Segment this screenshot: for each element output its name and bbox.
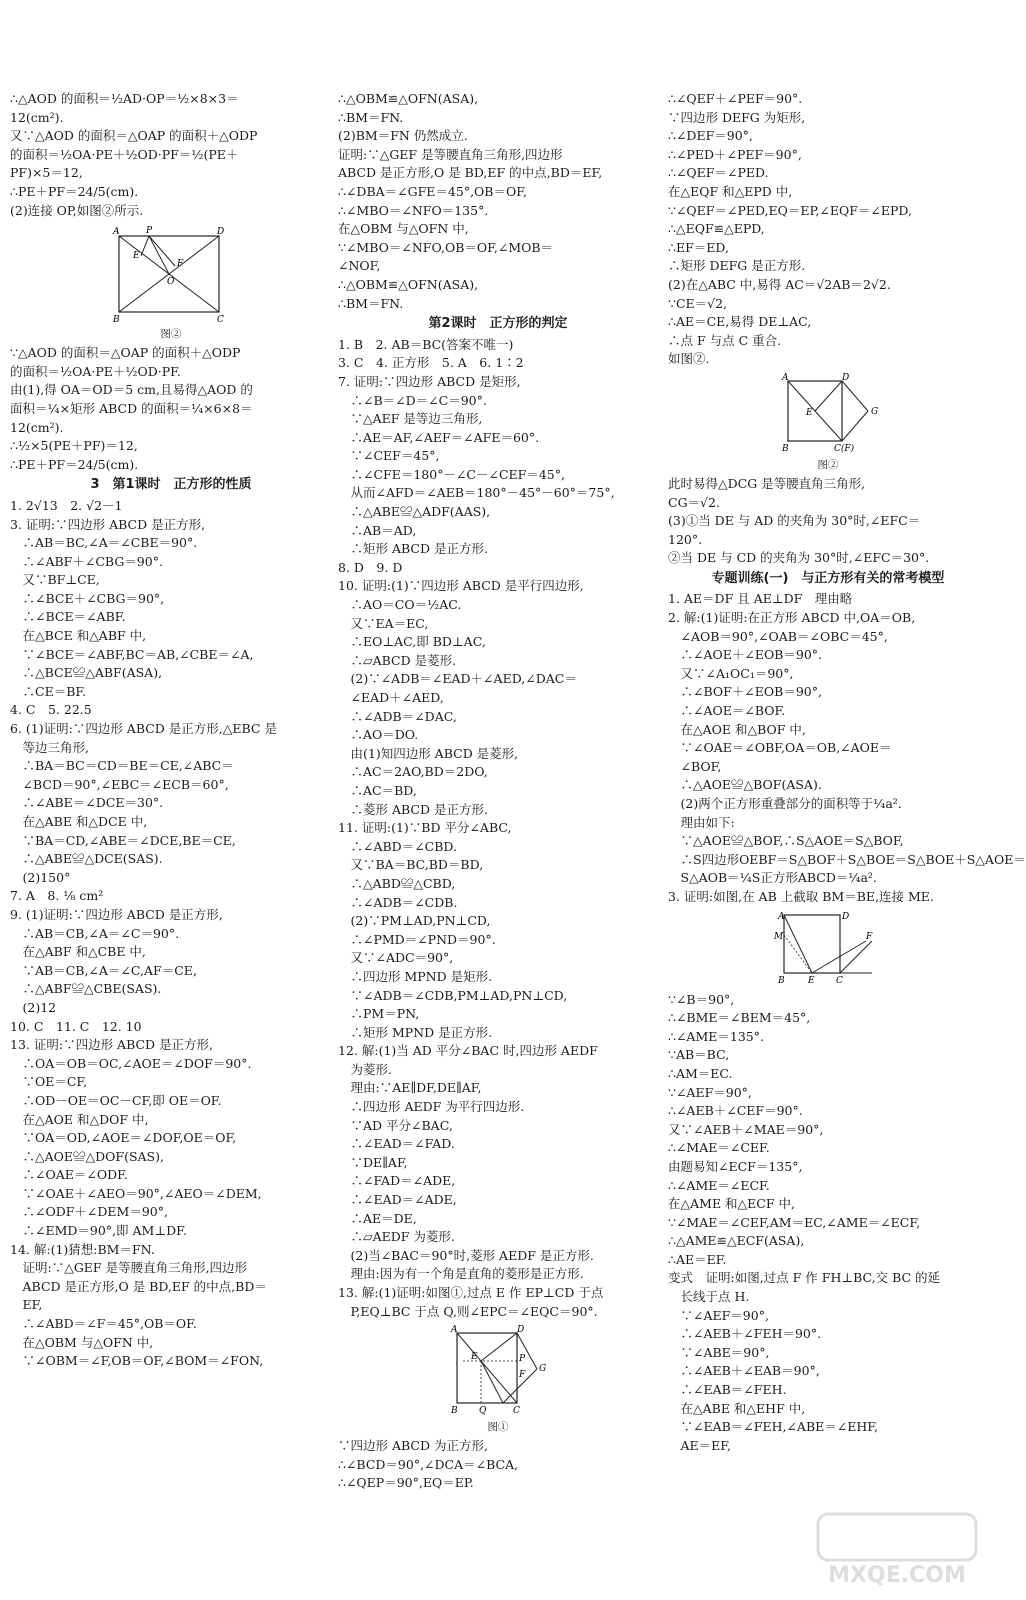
answer-line: ∴BM＝FN. — [338, 295, 404, 311]
answer-line: 理由:∵AE∥DF,DE∥AF, — [338, 1080, 482, 1096]
answer-line: ∴CE＝BF. — [10, 683, 87, 699]
answer-line: ∴矩形 MPND 是正方形. — [338, 1024, 493, 1040]
answer-line: 由题易知∠ECF＝135°, — [668, 1158, 803, 1174]
answer-line: (2)∵∠ADB＝∠EAD＋∠AED,∠DAC＝ — [338, 671, 577, 687]
answer-line: 在△AOE 和△DOF 中, — [10, 1111, 149, 1127]
text-block — [338, 90, 658, 313]
answer-line: 变式 证明:如图,过点 F 作 FH⊥BC,交 BC 的延 — [668, 1270, 941, 1286]
answer-line: ABCD 是正方形,O 是 BD,EF 的中点,BD＝ — [10, 1278, 267, 1294]
answer-line: P,EQ⊥BC 于点 Q,则∠EPC＝∠EQC＝90°. — [338, 1303, 598, 1319]
answer-line: (2)两个正方形重叠部分的面积等于¼a². — [668, 796, 902, 811]
answer-line: ∴∠MBO＝∠NFO＝135°. — [338, 202, 489, 218]
answer-line: ∴∠EAB＝∠FEH. — [668, 1382, 787, 1398]
answer-line: ∴∠ABD＝∠F＝45°,OB＝OF. — [10, 1316, 197, 1332]
answer-line: 1. B 2. AB＝BC(答案不唯一) — [338, 336, 514, 352]
answer-line: 10. C 11. C 12. 10 — [10, 1018, 142, 1034]
answer-line: 在△ABE 和△DCE 中, — [10, 814, 148, 829]
answer-line: ∵AB＝CB,∠A＝∠C,AF＝CE, — [10, 962, 197, 978]
answer-line: 理由如下: — [668, 814, 735, 830]
answer-line: ∴EF＝ED, — [668, 239, 729, 255]
answer-line: ∴△EQF≌△EPD, — [668, 221, 765, 237]
answer-line: ∵∠CEF＝45°, — [338, 448, 440, 464]
answer-line: EF, — [10, 1297, 43, 1313]
answer-line: ∴BA＝BC＝CD＝BE＝CE,∠ABC＝ — [10, 758, 234, 774]
answer-line: ∵△AOD 的面积＝△OAP 的面积＋△ODP — [10, 345, 241, 361]
answer-line: (2)当∠BAC＝90°时,菱形 AEDF 是正方形. — [338, 1247, 594, 1263]
label-D: D — [842, 372, 850, 383]
answer-line: 6. (1)证明:∵四边形 ABCD 是正方形,△EBC 是 — [10, 721, 277, 737]
answer-line: ∴∠PMD＝∠PND＝90°. — [338, 931, 496, 947]
answer-line: 由(1)知四边形 ABCD 是菱形, — [338, 745, 519, 761]
answer-line: ∴∠QEP＝90°,EQ＝EP. — [338, 1475, 474, 1491]
answer-line: ∴∠AEB＋∠CEF＝90°. — [668, 1103, 803, 1119]
label-B: B — [113, 315, 120, 326]
answer-line: ∠BCD＝90°,∠EBC＝∠ECB＝60°, — [10, 776, 229, 792]
answer-column-1 — [10, 90, 332, 1371]
answer-line: ∵∠EAB＝∠FEH,∠ABE＝∠EHF, — [668, 1419, 878, 1435]
answer-line: 8. D 9. D — [338, 559, 403, 575]
answer-line: ∴AO＝CO＝½AC. — [338, 597, 462, 613]
answer-line: 14. 解:(1)猜想:BM＝FN. — [10, 1241, 155, 1257]
text-block — [668, 475, 988, 568]
answer-line: AE＝EF, — [668, 1437, 731, 1453]
answer-line: 12(cm²). — [10, 109, 64, 125]
answer-line: 证明:∵△GEF 是等腰直角三角形,四边形 — [338, 146, 563, 162]
answer-line: ∴△BCE≌△ABF(ASA), — [10, 665, 163, 681]
figure-caption: 图② — [160, 328, 182, 341]
answer-line: ∵∠OAE＝∠OBF,OA＝OB,∠AOE＝ — [668, 740, 892, 756]
answer-line: ∵AD 平分∠BAC, — [338, 1117, 453, 1133]
label-E: E — [806, 407, 813, 418]
label-C: C — [217, 315, 224, 326]
answer-line: (3)①当 DE 与 AD 的夹角为 30°时,∠EFC＝ — [668, 513, 921, 529]
answer-line: ∴△AOE≌△DOF(SAS), — [10, 1148, 164, 1164]
answer-line: (2)连接 OP,如图②所示. — [10, 202, 144, 218]
answer-line: ∴∠EMD＝90°,即 AM⊥DF. — [10, 1223, 187, 1239]
square-diagram — [443, 1325, 553, 1421]
answer-line: ∠AOB＝90°,∠OAB＝∠OBC＝45°, — [668, 628, 888, 644]
answer-line: 3. 证明:∵四边形 ABCD 是正方形, — [10, 516, 206, 532]
answer-line: ∴∠ABD＝∠CBD. — [338, 838, 457, 854]
answer-line: ∴∠AME＝135°. — [668, 1028, 764, 1044]
answer-line: ∴△ABE≌△DCE(SAS). — [10, 851, 163, 867]
answer-line: ∴AB＝AD, — [338, 522, 417, 538]
answer-line: 又∵BA＝BC,BD＝BD, — [338, 857, 484, 873]
section-heading: 3 第1课时 正方形的性质 — [90, 477, 252, 493]
label-F: F — [177, 259, 184, 270]
label-G: G — [871, 406, 879, 417]
answer-line: ∴∠EAD＝∠ADE, — [338, 1192, 457, 1208]
text-block — [668, 590, 1026, 906]
answer-line: ∴∠AEB＋∠FEH＝90°. — [668, 1326, 822, 1342]
answer-line: ∴△OBM≌△OFN(ASA), — [338, 91, 479, 106]
answer-line: 11. 证明:(1)∵BD 平分∠ABC, — [338, 820, 512, 836]
answer-line: 7. A 8. ⅛ cm² — [10, 888, 104, 904]
answer-line: PF)×5＝12, — [10, 165, 83, 181]
answer-line: 在△BCE 和△ABF 中, — [10, 628, 147, 644]
answer-line: 在△AME 和△ECF 中, — [668, 1196, 795, 1212]
answer-line: ∵∠ADB＝∠CDB,PM⊥AD,PN⊥CD, — [338, 987, 568, 1003]
text-block — [338, 1437, 658, 1493]
answer-line: ∴▱ABCD 是菱形. — [338, 652, 457, 668]
answer-line: ∴∠ADB＝∠DAC, — [338, 708, 457, 724]
answer-line: 又∵△AOD 的面积＝△OAP 的面积＋△ODP — [10, 128, 258, 144]
label-D: D — [217, 227, 225, 238]
answer-line: ∵∠MAE＝∠CEF,AM＝EC,∠AME＝∠ECF, — [668, 1214, 921, 1230]
text-block — [668, 90, 988, 369]
text-block — [338, 336, 658, 1321]
figure-2-rectangle — [10, 224, 332, 340]
answer-line: 12. 解:(1)当 AD 平分∠BAC 时,四边形 AEDF — [338, 1043, 598, 1059]
label-P: P — [519, 1354, 526, 1365]
answer-line: ∴½×5(PE＋PF)＝12, — [10, 438, 138, 454]
answer-line: ∴▱AEDF 为菱形. — [338, 1229, 455, 1245]
answer-line: ∵四边形 DEFG 为矩形, — [668, 109, 806, 125]
label-E: E — [808, 975, 815, 986]
answer-line: (2)150° — [10, 869, 71, 885]
label-B: B — [782, 443, 789, 454]
answer-line: 10. 证明:(1)∵四边形 ABCD 是平行四边形, — [338, 578, 584, 594]
answer-line: ∵四边形 ABCD 为正方形, — [338, 1438, 488, 1454]
answer-line: ∴∠ADB＝∠CDB. — [338, 894, 458, 910]
answer-line: ∵DE∥AF, — [338, 1154, 408, 1170]
answer-line: ∵BA＝CD,∠ABE＝∠DCE,BE＝CE, — [10, 832, 236, 848]
text-block — [10, 90, 332, 220]
label-A: A — [113, 227, 120, 238]
answer-line: ∴AE＝EF. — [668, 1251, 727, 1267]
text-block — [10, 344, 332, 474]
answer-line: ∴△AOE≌△BOF(ASA). — [668, 777, 822, 793]
answer-line: ∵∠MBO＝∠NFO,OB＝OF,∠MOB＝ — [338, 239, 554, 255]
answer-line: ∴S四边形OEBF＝S△BOF＋S△BOE＝S△BOE＋S△AOE＝ — [668, 851, 1026, 867]
answer-line: ∵∠AEF＝90°, — [668, 1307, 769, 1323]
answer-line: 在△ABF 和△CBE 中, — [10, 944, 146, 960]
square-diagram — [768, 911, 888, 987]
answer-line: 长线于点 H. — [668, 1289, 750, 1305]
answer-line: ∴菱形 ABCD 是正方形. — [338, 801, 488, 817]
answer-line: ∴∠DEF＝90°, — [668, 128, 753, 144]
answer-line: ∴∠BCE＋∠CBG＝90°, — [10, 590, 165, 606]
answer-line: ∴∠AME＝∠ECF. — [668, 1177, 770, 1193]
figure-2-square — [668, 373, 988, 471]
answer-line: 13. 证明:∵四边形 ABCD 是正方形, — [10, 1037, 214, 1053]
answer-line: ∵∠QEF＝∠PED,EQ＝EP,∠EQF＝∠EPD, — [668, 202, 912, 218]
answer-line: ∴∠MAE＝∠CEF. — [668, 1140, 770, 1156]
label-C: C — [513, 1406, 520, 1417]
answer-line: 7. 证明:∵四边形 ABCD 是矩形, — [338, 373, 521, 389]
answer-line: ∴∠BCE＝∠ABF. — [10, 609, 126, 625]
answer-line: ∴AE＝CE,易得 DE⊥AC, — [668, 314, 812, 330]
answer-line: ∴∠EAD＝∠FAD. — [338, 1136, 455, 1152]
answer-line: ∴AO＝DO. — [338, 727, 419, 743]
answer-line: ∴PE＋PF＝24/5(cm). — [10, 183, 139, 199]
answer-line: ∴矩形 ABCD 是正方形. — [338, 541, 488, 557]
answer-line: ∴△AOD 的面积＝½AD·OP＝½×8×3＝ — [10, 91, 239, 106]
answer-line: ∠EAD＋∠AED, — [338, 690, 444, 705]
text-block — [668, 991, 988, 1456]
answer-line: ∵AB＝BC, — [668, 1047, 730, 1063]
answer-line: ∵∠OAE＋∠AEO＝90°,∠AEO＝∠DEM, — [10, 1185, 262, 1201]
answer-line: 在△ABE 和△EHF 中, — [668, 1400, 806, 1416]
answer-line: 证明:∵△GEF 是等腰直角三角形,四边形 — [10, 1260, 248, 1276]
label-A: A — [778, 911, 785, 922]
answer-line: ∴AE＝DE, — [338, 1210, 417, 1226]
answer-line: 120°. — [668, 531, 703, 547]
answer-line: ∴∠AEB＋∠EAB＝90°, — [668, 1363, 820, 1379]
answer-line: ∵∠BCE＝∠ABF,BC＝AB,∠CBE＝∠A, — [10, 646, 254, 662]
figure-1-square — [338, 1325, 658, 1433]
figure-3-square — [668, 911, 988, 987]
answer-line: ∴AM＝EC. — [668, 1065, 733, 1081]
answer-line: 在△AOE 和△BOF 中, — [668, 721, 806, 737]
answer-line: ∴OA＝OB＝OC,∠AOE＝∠DOF＝90°. — [10, 1055, 252, 1071]
answer-line: ∵OA＝OD,∠AOE＝∠DOF,OE＝OF, — [10, 1130, 237, 1146]
answer-line: ∴PM＝PN, — [338, 1006, 420, 1022]
answer-line: ∴∠BME＝∠BEM＝45°, — [668, 1010, 811, 1026]
answer-line: 3. 证明:如图,在 AB 上截取 BM＝BE,连接 ME. — [668, 888, 934, 904]
answer-line: ∴AB＝BC,∠A＝∠CBE＝90°. — [10, 535, 198, 551]
answer-line: 为菱形. — [338, 1061, 392, 1077]
answer-line: 又∵EA＝EC, — [338, 615, 429, 631]
answer-line: ∵∠OBM＝∠F,OB＝OF,∠BOM＝∠FON, — [10, 1353, 264, 1369]
answer-line: ∴AC＝BD, — [338, 782, 417, 798]
answer-line: ∴∠BOF＋∠EOB＝90°, — [668, 684, 822, 700]
answer-line: ∴∠AOE＝∠BOF. — [668, 703, 786, 719]
answer-line: ∴△AME≌△ECF(ASA), — [668, 1233, 805, 1249]
label-M: M — [774, 931, 784, 942]
answer-line: 1. AE＝DF 且 AE⊥DF 理由略 — [668, 591, 853, 607]
answer-line: ∵∠B＝90°, — [668, 991, 735, 1007]
answer-line: 的面积＝½OA·PE＋½OD·PF＝½(PE＋ — [10, 146, 239, 162]
label-G: G — [539, 1364, 547, 1375]
watermark-logo — [812, 1510, 982, 1590]
answer-line: ∠BOF, — [668, 758, 722, 774]
answer-line: ∴四边形 MPND 是矩形. — [338, 968, 493, 984]
label-F: F — [519, 1370, 526, 1381]
answer-line: S△AOB＝¼S正方形ABCD＝¼a². — [668, 870, 877, 886]
answer-line: ∴矩形 DEFG 是正方形. — [668, 258, 806, 274]
answer-line: 3. C 4. 正方形 5. A 6. 1∶2 — [338, 355, 524, 371]
answer-line: ∴∠CFE＝180°－∠C－∠CEF＝45°, — [338, 466, 565, 482]
answer-line: ∵OE＝CF, — [10, 1074, 88, 1090]
answer-line: ∴AB＝CB,∠A＝∠C＝90°. — [10, 925, 180, 941]
label-A: A — [782, 372, 789, 383]
answer-line: ∴△ABF≌△CBE(SAS). — [10, 981, 162, 997]
label-B: B — [451, 1406, 458, 1417]
watermark-text: MXQE.COM — [828, 1563, 966, 1588]
answer-line: ∠NOF, — [338, 258, 381, 274]
answer-line: 理由:因为有一个角是直角的菱形是正方形. — [338, 1266, 584, 1282]
answer-line: 2. 解:(1)证明:在正方形 ABCD 中,OA＝OB, — [668, 610, 916, 626]
label-C: C — [836, 975, 843, 986]
answer-line: ∴△ABD≌△CBD, — [338, 875, 456, 891]
answer-line: ∴OD－OE＝OC－CF,即 OE＝OF. — [10, 1092, 222, 1108]
answer-line: 由(1),得 OA＝OD＝5 cm,且易得△AOD 的 — [10, 382, 253, 398]
answer-line: ∵CE＝√2, — [668, 295, 728, 311]
rectangle-diagram — [101, 224, 241, 328]
label-E: E — [133, 251, 140, 262]
answer-line: ∵∠AEF＝90°, — [668, 1084, 752, 1100]
answer-line: 13. 解:(1)证明:如图①,过点 E 作 EP⊥CD 于点 — [338, 1285, 604, 1300]
label-D: D — [842, 911, 850, 922]
answer-column-2 — [338, 90, 658, 1493]
answer-line: ∴∠DBA＝∠GFE＝45°,OB＝OF, — [338, 183, 527, 199]
answer-line: ∴∠ODF＋∠DEM＝90°, — [10, 1204, 168, 1220]
answer-line: 4. C 5. 22.5 — [10, 702, 92, 718]
answer-line: ∴∠ABE＝∠DCE＝30°. — [10, 795, 164, 811]
section-heading: 第2课时 正方形的判定 — [428, 316, 568, 332]
answer-line: 在△OBM 与△OFN 中, — [338, 221, 469, 237]
answer-line: ∴BM＝FN. — [338, 109, 404, 125]
section-heading: 专题训练(一) 与正方形有关的常考模型 — [711, 570, 945, 586]
answer-line: ∵△AEF 是等边三角形, — [338, 411, 483, 427]
answer-line: ∴点 F 与点 C 重合. — [668, 332, 782, 348]
answer-line: 面积＝¼×矩形 ABCD 的面积＝¼×6×8＝ — [10, 400, 253, 416]
answer-line: 在△EQF 和△EPD 中, — [668, 183, 793, 199]
label-O: O — [167, 277, 175, 288]
answer-line: CG＝√2. — [668, 494, 720, 510]
answer-line: 此时易得△DCG 是等腰直角三角形, — [668, 475, 866, 491]
answer-line: 的面积＝½OA·PE＋½OD·PF. — [10, 363, 181, 379]
answer-line: ∴EO⊥AC,即 BD⊥AC, — [338, 634, 486, 650]
answer-line: ∴△OBM≌△OFN(ASA), — [338, 276, 479, 292]
label-A: A — [451, 1325, 458, 1336]
answer-line: 9. (1)证明:∵四边形 ABCD 是正方形, — [10, 906, 223, 922]
answer-line: 如图②. — [668, 351, 710, 367]
label-D: D — [517, 1325, 525, 1336]
answer-line: ∴△ABE≌△ADF(AAS), — [338, 504, 491, 520]
answer-line: ∴∠ABF＋∠CBG＝90°. — [10, 553, 163, 569]
answer-line: 12(cm²). — [10, 419, 64, 435]
answer-line: ∴AC＝2AO,BD＝2DO, — [338, 764, 488, 780]
answer-line: (2)∵PM⊥AD,PN⊥CD, — [338, 913, 491, 929]
label-F: F — [866, 931, 873, 942]
label-Q: Q — [479, 1406, 487, 1417]
figure-caption: 图② — [817, 458, 839, 471]
figure-caption: 图① — [487, 1421, 509, 1434]
answer-line: ∴∠OAE＝∠ODF. — [10, 1167, 128, 1183]
answer-line: ②当 DE 与 CD 的夹角为 30°时,∠EFC＝30°. — [668, 550, 930, 566]
answer-line: ∴∠FAD＝∠ADE, — [338, 1173, 456, 1189]
answer-line: ∴PE＋PF＝24/5(cm). — [10, 456, 139, 472]
answer-line: ∴四边形 AEDF 为平行四边形. — [338, 1099, 525, 1115]
answer-line: (2)BM＝FN 仍然成立. — [338, 128, 468, 144]
answer-line: 等边三角形, — [10, 739, 89, 755]
label-CF: C(F) — [834, 443, 855, 454]
answer-line: ∴∠AOE＋∠EOB＝90°. — [668, 647, 823, 663]
answer-line: 又∵∠ADC＝90°, — [338, 950, 454, 966]
answer-line: 在△OBM 与△OFN 中, — [10, 1334, 154, 1350]
label-B: B — [778, 975, 785, 986]
answer-line: ∵△AOE≌△BOF,∴S△AOE＝S△BOF, — [668, 833, 904, 849]
answer-line: 又∵∠A₁OC₁＝90°, — [668, 665, 794, 681]
answer-column-3 — [668, 90, 1026, 1455]
answer-line: (2)12 — [10, 999, 57, 1015]
answer-line: ∵∠ABE＝90°, — [668, 1344, 770, 1360]
answer-line: 又∵∠AEB＋∠MAE＝90°, — [668, 1121, 824, 1137]
answer-line: ∴∠PED＋∠PEF＝90°, — [668, 146, 802, 162]
answer-line: ABCD 是正方形,O 是 BD,EF 的中点,BD＝EF, — [338, 165, 603, 181]
answer-line: ∴∠QEF＝∠PED. — [668, 165, 769, 181]
text-block — [10, 497, 332, 1371]
label-P: P — [146, 226, 153, 237]
answer-line: ∴∠QEF＋∠PEF＝90°. — [668, 91, 803, 106]
answer-line: ∴AE＝AF,∠AEF＝∠AFE＝60°. — [338, 429, 540, 445]
square-diagram — [768, 373, 888, 459]
label-E: E — [471, 1352, 478, 1363]
answer-line: ∴∠B＝∠D＝∠C＝90°. — [338, 392, 487, 408]
answer-line: ∴∠BCD＝90°,∠DCA＝∠BCA, — [338, 1456, 519, 1472]
answer-line: 又∵BF⊥CE, — [10, 572, 100, 588]
answer-line: (2)在△ABC 中,易得 AC＝√2AB＝2√2. — [668, 276, 891, 292]
answer-line: 从而∠AFD＝∠AEB＝180°－45°－60°＝75°, — [338, 485, 615, 501]
answer-line: 1. 2√13 2. √2－1 — [10, 497, 123, 513]
